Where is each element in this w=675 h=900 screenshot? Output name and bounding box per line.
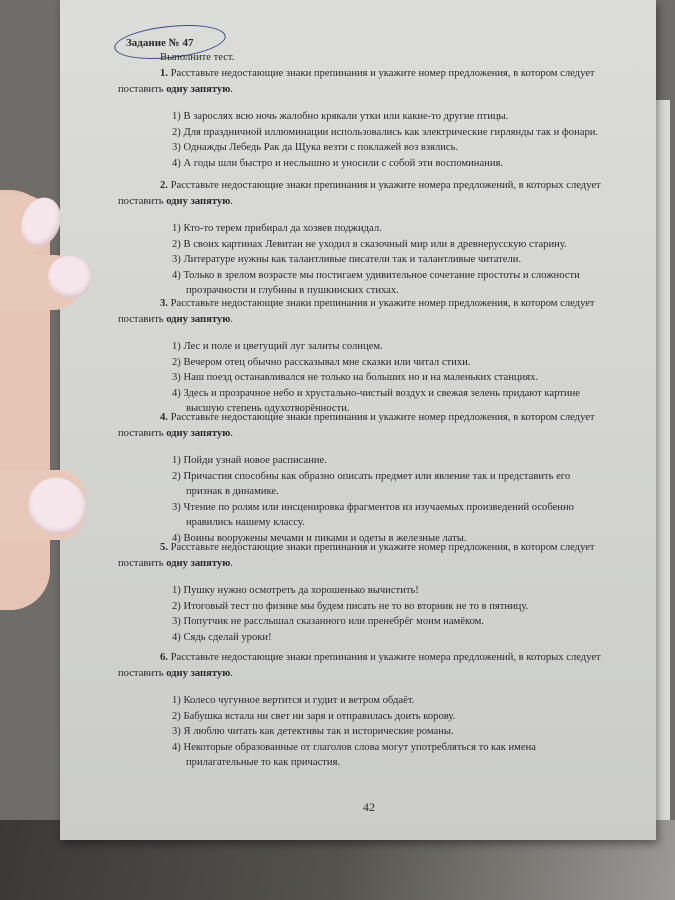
answer-option: 2) Причастия способны как образно описать предмет или явление так и представить его признак в динамике. [172,470,571,497]
question-prompt [118,410,608,441]
question-prompt [118,540,608,571]
answer-option: 2) Итоговый тест по физике мы будем писать не то во вторник не то в пятницу. [172,600,529,612]
question-emphasis: одну запятую [166,427,231,439]
task-instruction: Выполните тест. [160,52,235,63]
task-title: Задание № 47 [126,37,194,49]
question-prompt [118,650,608,681]
question-emphasis: одну запятую [166,557,231,569]
answer-option: 3) Чтение по ролям или инсценировка фрагментов из изучаемых произведений особенно нравились нашему классу. [172,501,574,528]
question-5 [118,540,608,645]
answer-option: 1) Кто-то терем прибирал да хозяев поджидал. [172,223,382,234]
question-6 [118,650,608,771]
question-prompt [118,66,608,97]
answer-option: 3) Попутчик не расслышал сказанного или пренебрёг моим намёком. [172,616,485,627]
question-prompt [118,296,608,327]
question-end: . [230,667,233,679]
question-end: . [230,195,233,207]
answer-option: 4) Только в зрелом возрасте мы постигаем удивительное сочетание простоты и сложности прозрачности и глубины в пушкинских стихах. [172,269,580,296]
answer-option: 4) Сядь сделай уроки! [172,631,272,643]
question-text: Расставьте недостающие знаки препинания и укажите номер предложения, в котором следует поставить [118,542,595,569]
question-4 [118,410,608,546]
question-emphasis: одну запятую [166,83,231,95]
answer-option: 2) В своих картинах Левитан не уходил в сказочный мир или в древнерусскую старину. [172,238,567,250]
question-number: 4. [160,412,168,423]
question-1 [118,66,608,171]
question-end: . [230,427,233,439]
question-end: . [230,557,233,569]
question-emphasis: одну запятую [166,195,231,207]
question-text: Расставьте недостающие знаки препинания и укажите номер предложения, в котором следует поставить [118,412,595,439]
answer-option: 3) Литературе нужны как талантливые писатели так и талантливые читатели. [172,254,522,265]
question-3 [118,296,608,417]
question-text: Расставьте недостающие знаки препинания и укажите номер предложения, в котором следует поставить [118,68,595,95]
answer-option: 1) Лес и поле и цветущий луг залиты солнцем. [172,341,383,352]
question-end: . [230,83,233,95]
answer-option: 2) Бабушка встала ни свет ни заря и отправилась доить корову. [172,710,456,722]
question-text: Расставьте недостающие знаки препинания и укажите номера предложений, в которых следует поставить [118,652,601,679]
question-end: . [230,313,233,325]
question-number: 1. [160,68,168,79]
question-prompt [118,178,608,209]
question-emphasis: одну запятую [166,313,231,325]
question-number: 6. [160,652,168,663]
answer-option: 2) Для праздничной иллюминации использовались как электрические гирлянды так и фонари. [172,126,599,138]
answer-option: 1) Пушку нужно осмотреть да хорошенько вычистить! [172,585,419,596]
question-text: Расставьте недостающие знаки препинания и укажите номер предложения, в котором следует поставить [118,298,595,325]
answer-option: 4) А годы шли быстро и неслышно и уносили с собой эти воспоминания. [172,157,504,169]
answer-option: 1) Колесо чугунное вертится и гудит и ветром обдаёт. [172,695,415,706]
question-number: 2. [160,180,168,191]
question-number: 5. [160,542,168,553]
page-number: 42 [363,800,375,814]
question-text: Расставьте недостающие знаки препинания и укажите номера предложений, в которых следует поставить [118,180,601,207]
answer-option: 1) Пойди узнай новое расписание. [172,455,327,466]
answer-option: 1) В зарослях всю ночь жалобно крякали утки или какие-то другие птицы. [172,111,509,122]
answer-option: 3) Я люблю читать как детективы так и исторические романы. [172,726,454,737]
answer-option: 4) Некоторые образованные от глаголов слова могут употребляться то как имена прилагательные то как причастия. [172,741,536,768]
question-number: 3. [160,298,168,309]
answer-option: 3) Однажды Лебедь Рак да Щука везти с поклажей воз взялись. [172,142,459,153]
question-2 [118,178,608,299]
answer-option: 4) Воины вооружены мечами и пиками и одеты в железные латы. [172,532,467,544]
question-emphasis: одну запятую [166,667,231,679]
answer-option: 3) Наш поезд останавливался не только на больших но и на маленьких станциях. [172,372,539,383]
answer-option: 2) Вечером отец обычно рассказывал мне сказки или читал стихи. [172,356,471,368]
answer-option: 4) Здесь и прозрачное небо и хрустально-чистый воздух и свежая зелень придают картине высшую степень одухотворённости. [172,387,580,414]
